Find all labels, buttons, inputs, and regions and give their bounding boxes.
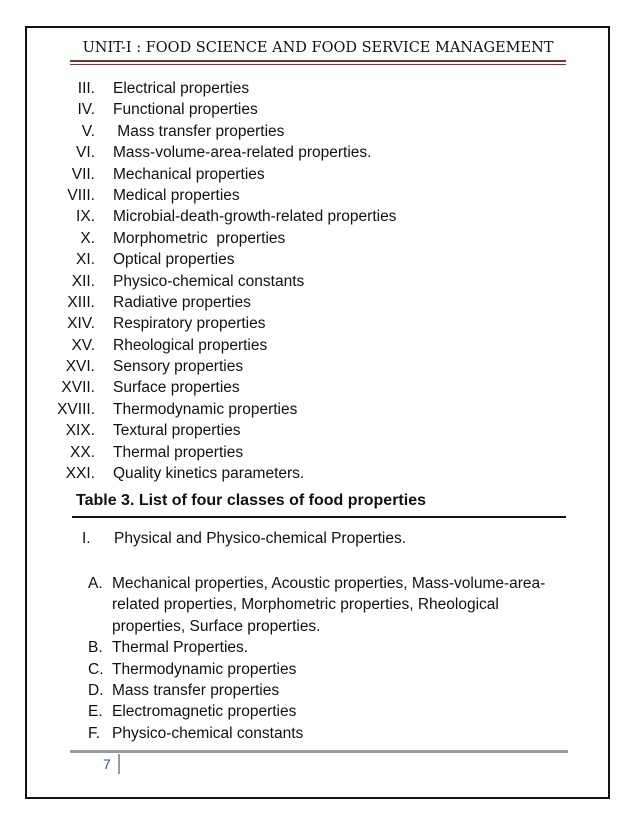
list-item-label: Mass-volume-area-related properties.	[113, 144, 372, 162]
sub-item-letter: D.	[88, 682, 104, 700]
list-item-number: III.	[77, 80, 95, 97]
list-item	[40, 228, 396, 249]
list-item	[40, 442, 396, 463]
list-item-label: Mechanical properties	[113, 165, 265, 183]
sub-item-text: Electromagnetic properties	[112, 703, 297, 721]
list-item	[40, 463, 396, 484]
sub-item-text: Mass transfer properties	[112, 682, 280, 700]
sub-item-text: Mechanical properties, Acoustic properties, Mass-volume-area-related properties, Morphometric properties, Rheological properties, Surface properties.	[112, 575, 546, 635]
footer-rule	[70, 750, 568, 753]
list-item-number: VI.	[76, 144, 95, 162]
sub-item-text: Physico-chemical constants	[112, 724, 304, 742]
list-item-label: Thermal properties	[113, 443, 244, 461]
list-item-label: Electrical properties	[113, 80, 250, 97]
list-item-label: Functional properties	[113, 101, 258, 119]
list-item-number: IX.	[76, 208, 95, 226]
sub-item	[88, 701, 568, 722]
list-item-number: XIX.	[65, 422, 95, 440]
list-item-label: Medical properties	[113, 186, 240, 204]
list-item-number: XVI.	[65, 358, 95, 376]
sub-item-letter: E.	[88, 703, 103, 721]
list-item-number: XII.	[71, 272, 95, 290]
list-item-number: V.	[81, 122, 95, 140]
list-item-number: XX.	[70, 443, 95, 461]
sub-item	[88, 637, 568, 658]
table-caption: Table 3. List of four classes of food properties	[76, 492, 426, 509]
class-item-label: Physical and Physico-chemical Properties.	[114, 530, 407, 547]
list-item	[40, 420, 396, 441]
sub-item-letter: A.	[88, 575, 103, 592]
list-item	[40, 335, 396, 356]
sub-item-letter: C.	[88, 660, 104, 678]
list-item	[40, 271, 396, 292]
list-item-number: VIII.	[67, 186, 95, 204]
list-item	[40, 249, 396, 270]
sub-item	[88, 680, 568, 701]
list-item	[40, 142, 396, 163]
class-item	[82, 530, 406, 548]
list-item	[40, 121, 396, 142]
list-item-number: VII.	[71, 165, 95, 183]
list-item	[40, 377, 396, 398]
list-item	[40, 356, 396, 377]
list-item-number: IV.	[77, 101, 95, 119]
header-rule-thin	[70, 64, 566, 65]
sub-item	[88, 659, 568, 680]
list-item	[40, 78, 396, 99]
list-item	[40, 206, 396, 227]
list-item-number: X.	[80, 229, 95, 247]
list-item-number: XI.	[76, 251, 95, 269]
list-item-label: Morphometric properties	[113, 229, 286, 247]
list-item	[40, 185, 396, 206]
sub-item	[88, 573, 568, 637]
list-item-number: XVII.	[61, 379, 95, 397]
page-number: 7	[103, 756, 111, 772]
properties-list	[40, 78, 396, 484]
list-item-label: Mass transfer properties	[113, 122, 285, 140]
list-item-number: XIII.	[67, 293, 95, 311]
list-item-number: XXI.	[65, 465, 95, 483]
list-item-number: XVIII.	[57, 400, 95, 418]
sub-item	[88, 723, 568, 744]
table-caption-rule	[72, 516, 566, 518]
list-item-label: Textural properties	[113, 422, 241, 440]
sub-item-text: Thermal Properties.	[112, 639, 249, 657]
list-item-label: Quality kinetics parameters.	[113, 465, 305, 483]
sub-item-letter: F.	[88, 724, 101, 742]
list-item-label: Optical properties	[113, 251, 235, 269]
page-header-title: UNIT-I : FOOD SCIENCE AND FOOD SERVICE MANAGEMENT	[82, 40, 554, 56]
sub-item-letter: B.	[88, 639, 103, 657]
list-item	[40, 399, 396, 420]
list-item	[40, 313, 396, 334]
class-item-number: I.	[82, 530, 91, 547]
list-item-label: Rheological properties	[113, 336, 268, 354]
sub-item-text: Thermodynamic properties	[112, 660, 297, 678]
list-item-label: Physico-chemical constants	[113, 272, 305, 290]
list-item	[40, 99, 396, 120]
list-item-label: Radiative properties	[113, 293, 251, 311]
list-item-label: Thermodynamic properties	[113, 400, 298, 418]
header-rule	[70, 60, 566, 62]
list-item	[40, 292, 396, 313]
list-item-number: XIV.	[67, 315, 95, 333]
list-item	[40, 164, 396, 185]
sub-item-list	[88, 573, 568, 744]
page-number-divider	[118, 754, 120, 774]
list-item-number: XV.	[71, 336, 95, 354]
list-item-label: Respiratory properties	[113, 315, 266, 333]
list-item-label: Surface properties	[113, 379, 240, 397]
list-item-label: Sensory properties	[113, 358, 244, 376]
list-item-label: Microbial-death-growth-related properties	[113, 208, 397, 226]
